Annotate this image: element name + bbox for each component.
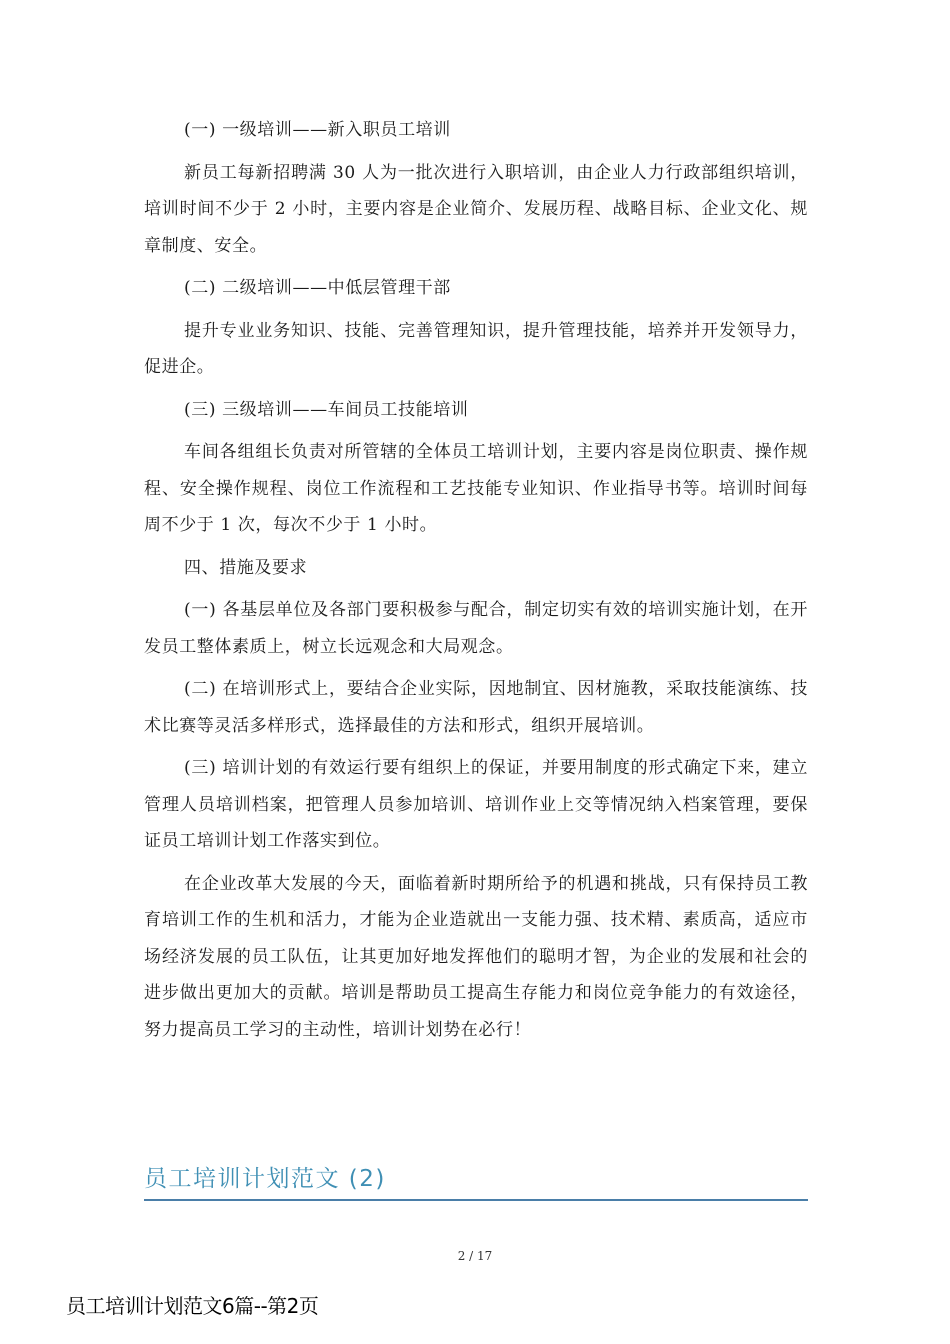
paragraph: (二) 在培训形式上，要结合企业实际，因地制宜、因材施教，采取技能演练、技术比赛等灵活多样形式，选择最佳的方法和形式，组织开展培训。 xyxy=(144,679,808,736)
paragraph: (三) 培训计划的有效运行要有组织上的保证，并要用制度的形式确定下来，建立管理人员培训档案，把管理人员参加培训、培训作业上交等情况纳入档案管理，要保证员工培训计划工作落实到位。 xyxy=(144,758,808,851)
paragraph-heading-level2: (二) 二级培训——中低层管理干部 xyxy=(184,278,451,298)
paragraph: 提升专业业务知识、技能、完善管理知识，提升管理技能，培养并开发领导力，促进企。 xyxy=(144,320,808,377)
paragraph-heading-level3: (三) 三级培训——车间员工技能培训 xyxy=(184,399,469,420)
section-title: 员工培训计划范文 (2) xyxy=(144,1160,808,1201)
paragraph-heading-level1: (一) 一级培训——新入职员工培训 xyxy=(184,120,451,140)
paragraph: 新员工每新招聘满 30 人为一批次进行入职培训，由企业人力行政部组织培训，培训时间不少于 2 小时，主要内容是企业简介、发展历程、战略目标、企业文化、规章制度、安全。 xyxy=(144,162,808,256)
document-body xyxy=(144,112,808,1054)
section-heading-measures: 四、措施及要求 xyxy=(184,557,308,578)
paragraph: 车间各组组长负责对所管辖的全体员工培训计划，主要内容是岗位职责、操作规程、安全操作规程、岗位工作流程和工艺技能专业知识、作业指导书等。培训时间每周不少于 1 次，每次不少于 1 小时。 xyxy=(144,442,808,535)
paragraph-conclusion: 在企业改革大发展的今天，面临着新时期所给予的机遇和挑战，只有保持员工教育培训工作的生机和活力，才能为企业造就出一支能力强、技术精、素质高，适应市场经济发展的员工队伍，让其更加好地发挥他们的聪明才智，为企业的发展和社会的进步做出更加大的贡献。培训是帮助员工提高生存能力和岗位竞争能力的有效途径，努力提高员工学习的主动性，培训计划势在必行！ xyxy=(144,873,808,1040)
footer-caption: 员工培训计划范文6篇--第2页 xyxy=(66,1294,319,1318)
page-number: 2 / 17 xyxy=(457,1249,493,1263)
paragraph: (一) 各基层单位及各部门要积极参与配合，制定切实有效的培训实施计划，在开发员工整体素质上，树立长远观念和大局观念。 xyxy=(144,600,808,657)
